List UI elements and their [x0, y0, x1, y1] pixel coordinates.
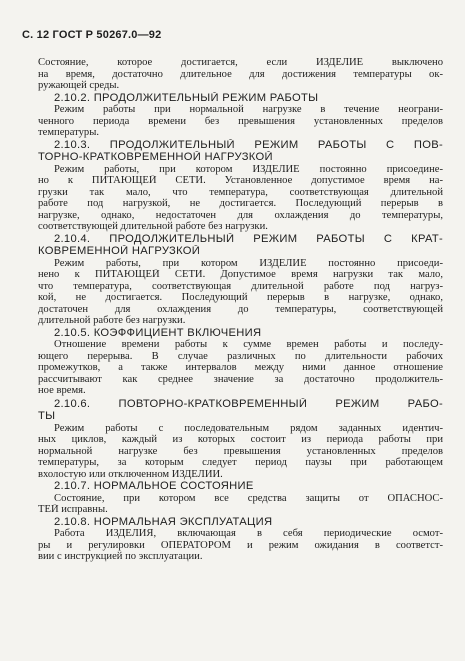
section-2-10-3 [38, 139, 443, 233]
text-line: ТЕЙ исправны. [38, 504, 108, 515]
text-line: температуры. [38, 127, 99, 138]
text-line: работе под нагрузкой, не достигается. Последующий перерыв в [38, 198, 443, 209]
text-line: температуры, за которым следует период паузы при работающем [38, 457, 443, 468]
intro-paragraph [38, 57, 443, 92]
text-line: на время, достаточно длительное для достижения температуры ок- [38, 68, 443, 80]
text-line: Состояние, при котором все средства защиты от ОПАСНОС- [54, 492, 443, 504]
text-line: Режим работы, при котором ИЗДЕЛИЕ постоянно присоеди- [54, 257, 443, 269]
section-heading: 2.10.4. ПРОДОЛЖИТЕЛЬНЫЙ РЕЖИМ РАБОТЫ С КРАТ- [54, 232, 443, 245]
text-line: вии с инструкцией по эксплуатации. [38, 551, 203, 562]
section-2-10-6 [38, 398, 443, 481]
text-line: Режим работы с последовательным рядом заданных идентич- [54, 422, 443, 434]
section-heading: 2.10.2. ПРОДОЛЖИТЕЛЬНЫЙ РЕЖИМ РАБОТЫ [54, 91, 319, 104]
page-header: С. 12 ГОСТ Р 50267.0—92 [22, 29, 162, 41]
section-2-10-2 [38, 92, 443, 139]
section-heading: 2.10.3. ПРОДОЛЖИТЕЛЬНЫЙ РЕЖИМ РАБОТЫ С ПОВ- [54, 138, 443, 151]
text-line: ружающей среды. [38, 80, 120, 91]
text-line: промежутков, а также интервалов между ними данное отношение [38, 362, 443, 373]
text-line: кой, не достигается. Последующий перерыв в нагрузке, однако, [38, 292, 443, 303]
text-line: Работа ИЗДЕЛИЯ, включающая в себя периодические осмот- [54, 528, 443, 539]
section-2-10-4 [38, 233, 443, 327]
text-line: Режим работы, при котором ИЗДЕЛИЕ постоянно присоедине- [54, 163, 443, 175]
section-heading: 2.10.5. КОЭФФИЦИЕНТ ВКЛЮЧЕНИЯ [54, 326, 262, 339]
text-line: ное время. [38, 385, 86, 396]
text-line: длительной работе без нагрузки. [38, 315, 186, 326]
section-2-10-7 [38, 480, 443, 516]
text-line: ющего перерыва. В случае различных по длительности рабочих [38, 350, 443, 362]
section-2-10-5 [38, 327, 443, 397]
text-line: соответствующей длительной работе без нагрузки. [38, 221, 268, 232]
document-body [38, 57, 443, 563]
text-line: грузки так мало, что температура, соответствующая длительной [38, 186, 443, 198]
text-line: ры и регулировки ОПЕРАТОРОМ и режим ожидания в соответст- [38, 539, 443, 551]
text-line: вхолостую или отключенном ИЗДЕЛИИ. [38, 468, 223, 480]
text-line: Состояние, которое достигается, если ИЗДЕЛИЕ выключено [38, 57, 443, 68]
section-heading: 2.10.8. НОРМАЛЬНАЯ ЭКСПЛУАТАЦИЯ [54, 515, 273, 528]
section-heading: 2.10.6. ПОВТОРНО-КРАТКОВРЕМЕННЫЙ РЕЖИМ РАБО- [54, 397, 443, 410]
text-line: Режим работы при нормальной нагрузке в течение неограни- [54, 104, 443, 115]
text-line: ных циклов, каждый из которых состоит из периода работы при [38, 434, 443, 445]
text-line: нормальной нагрузке без превышения установленных пределов [38, 445, 443, 457]
text-line: рассчитывают как среднее значение за достаточно продолжитель- [38, 373, 443, 385]
section-heading: ТЫ [38, 410, 56, 422]
section-2-10-8 [38, 516, 443, 563]
section-heading: КОВРЕМЕННОЙ НАГРУЗКОЙ [38, 245, 201, 257]
text-line: что температура, соответствующая длительной работе под нагруз- [38, 280, 443, 292]
text-line: нено к ПИТАЮЩЕЙ СЕТИ. Допустимое время нагрузки так мало, [38, 269, 443, 280]
text-line: нагрузке, однако, недостаточен для охлаждения до температуры, [38, 209, 443, 221]
section-heading: 2.10.7. НОРМАЛЬНОЕ СОСТОЯНИЕ [54, 480, 254, 492]
text-line: но к ПИТАЮЩЕЙ СЕТИ. Установленное допустимое время на- [38, 175, 443, 186]
text-line: достаточен для охлаждения до температуры, соответствующей [38, 303, 443, 315]
text-line: ченного периода времени без превышения установленных пределов [38, 115, 443, 127]
section-heading: ТОРНО-КРАТКОВРЕМЕННОЙ НАГРУЗКОЙ [38, 151, 273, 163]
text-line: Отношение времени работы к сумме времен работы и последу- [54, 339, 443, 350]
